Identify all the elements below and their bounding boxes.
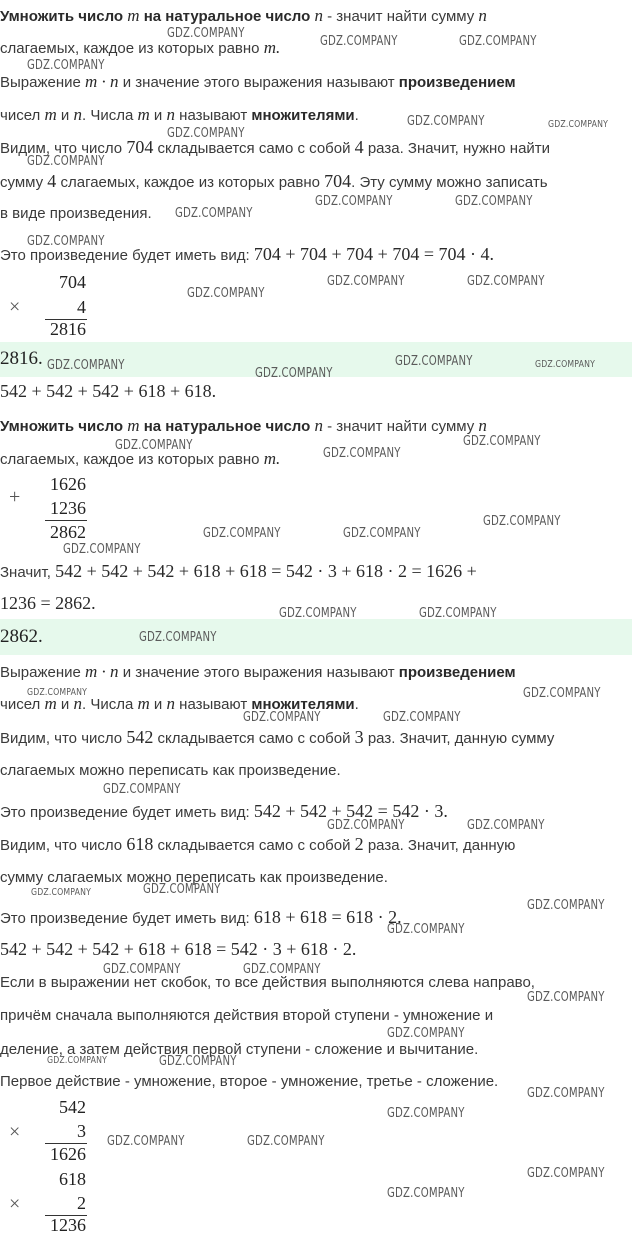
formula-line: Это произведение будет иметь вид: 542 + 542 + 542 = 542 · 3. bbox=[0, 801, 448, 821]
watermark: GDZ.COMPANY bbox=[27, 58, 105, 73]
watermark: GDZ.COMPANY bbox=[139, 630, 217, 645]
watermark: GDZ.COMPANY bbox=[387, 1186, 465, 1201]
explanation-line: сумму слагаемых можно переписать как произведение. bbox=[0, 869, 388, 886]
watermark: GDZ.COMPANY bbox=[115, 438, 193, 453]
watermark: GDZ.COMPANY bbox=[327, 818, 405, 833]
explanation-line: Видим, что число 618 складывается само с собой 2 раза. Значит, данную bbox=[0, 834, 516, 854]
answer: 2816. bbox=[0, 348, 43, 369]
watermark: GDZ.COMPANY bbox=[395, 354, 473, 369]
watermark: GDZ.COMPANY bbox=[27, 687, 88, 698]
watermark: GDZ.COMPANY bbox=[247, 1134, 325, 1149]
operand: 1626 bbox=[50, 474, 86, 494]
watermark: GDZ.COMPANY bbox=[527, 990, 605, 1005]
watermark: GDZ.COMPANY bbox=[243, 962, 321, 977]
watermark: GDZ.COMPANY bbox=[320, 34, 398, 49]
expression-line: Выражение m · n и значение этого выражения называют произведением bbox=[0, 72, 516, 91]
watermark: GDZ.COMPANY bbox=[47, 358, 125, 373]
watermark: GDZ.COMPANY bbox=[407, 114, 485, 129]
watermark: GDZ.COMPANY bbox=[167, 126, 245, 141]
watermark: GDZ.COMPANY bbox=[455, 194, 533, 209]
watermark: GDZ.COMPANY bbox=[463, 434, 541, 449]
watermark: GDZ.COMPANY bbox=[548, 119, 609, 130]
watermark: GDZ.COMPANY bbox=[343, 526, 421, 541]
operand: 542 bbox=[59, 1097, 86, 1117]
watermark: GDZ.COMPANY bbox=[243, 710, 321, 725]
rule-line: причём сначала выполняются действия второй ступени - умножение и bbox=[0, 1007, 494, 1024]
operand: 618 bbox=[59, 1169, 86, 1189]
operand: 1236 bbox=[50, 498, 86, 518]
expression-line: Выражение m · n и значение этого выражения называют произведением bbox=[0, 662, 516, 681]
watermark: GDZ.COMPANY bbox=[459, 34, 537, 49]
watermark: GDZ.COMPANY bbox=[143, 882, 221, 897]
watermark: GDZ.COMPANY bbox=[527, 898, 605, 913]
definition-line: слагаемых, каждое из которых равно m. bbox=[0, 38, 281, 57]
definition-line: Умножить число m на натуральное число n - значит найти сумму n bbox=[0, 6, 487, 25]
watermark: GDZ.COMPANY bbox=[383, 710, 461, 725]
result: 1236 bbox=[50, 1215, 86, 1235]
definition-line: слагаемых, каждое из которых равно m. bbox=[0, 449, 281, 468]
conclusion-line: Значит, 542 + 542 + 542 + 618 + 618 = 542 · 3 + 618 · 2 = 1626 + bbox=[0, 561, 477, 581]
watermark: GDZ.COMPANY bbox=[483, 514, 561, 529]
explanation-line: слагаемых можно переписать как произведение. bbox=[0, 762, 341, 779]
watermark: GDZ.COMPANY bbox=[387, 1106, 465, 1121]
watermark: GDZ.COMPANY bbox=[323, 446, 401, 461]
operand: 2 bbox=[77, 1193, 86, 1213]
watermark: GDZ.COMPANY bbox=[159, 1054, 237, 1069]
formula-line: Это произведение будет иметь вид: 618 + 618 = 618 · 2. bbox=[0, 907, 402, 927]
watermark: GDZ.COMPANY bbox=[279, 606, 357, 621]
watermark: GDZ.COMPANY bbox=[535, 359, 596, 370]
multipliers-line: чисел m и n. Числа m и n называют множителями. bbox=[0, 105, 359, 124]
watermark: GDZ.COMPANY bbox=[387, 922, 465, 937]
explanation-line: в виде произведения. bbox=[0, 205, 152, 222]
multipliers-line: чисел m и n. Числа m и n называют множителями. bbox=[0, 694, 359, 713]
multiply-sign: × bbox=[9, 1121, 21, 1143]
watermark: GDZ.COMPANY bbox=[387, 1026, 465, 1041]
explanation-line: Видим, что число 704 складывается само с собой 4 раза. Значит, нужно найти bbox=[0, 137, 551, 157]
watermark: GDZ.COMPANY bbox=[103, 782, 181, 797]
definition-line: Умножить число m на натуральное число n - значит найти сумму n bbox=[0, 416, 487, 435]
formula-line: Это произведение будет иметь вид: 704 + 704 + 704 + 704 = 704 · 4. bbox=[0, 244, 494, 264]
rule-line: Если в выражении нет скобок, то все действия выполняются слева направо, bbox=[0, 974, 535, 991]
watermark: GDZ.COMPANY bbox=[467, 818, 545, 833]
result: 2816 bbox=[50, 319, 86, 339]
watermark: GDZ.COMPANY bbox=[103, 962, 181, 977]
operand: 3 bbox=[77, 1121, 86, 1141]
rule-line: деление, а затем действия первой ступени - сложение и вычитание. bbox=[0, 1041, 479, 1058]
answer: 2862. bbox=[0, 626, 43, 647]
result: 2862 bbox=[50, 522, 86, 542]
result: 1626 bbox=[50, 1144, 86, 1164]
order-line: Первое действие - умножение, второе - умножение, третье - сложение. bbox=[0, 1073, 499, 1090]
watermark: GDZ.COMPANY bbox=[327, 274, 405, 289]
watermark: GDZ.COMPANY bbox=[175, 206, 253, 221]
watermark: GDZ.COMPANY bbox=[419, 606, 497, 621]
explanation-line: Видим, что число 542 складывается само с собой 3 раз. Значит, данную сумму bbox=[0, 727, 555, 747]
multiply-sign: × bbox=[9, 1193, 21, 1215]
watermark: GDZ.COMPANY bbox=[203, 526, 281, 541]
watermark: GDZ.COMPANY bbox=[167, 26, 245, 41]
watermark: GDZ.COMPANY bbox=[31, 887, 92, 898]
watermark: GDZ.COMPANY bbox=[467, 274, 545, 289]
operand: 704 bbox=[59, 272, 86, 292]
formula-line: 542 + 542 + 542 + 618 + 618 = 542 · 3 + 618 · 2. bbox=[0, 939, 357, 959]
watermark: GDZ.COMPANY bbox=[527, 1086, 605, 1101]
multiply-sign: × bbox=[9, 296, 21, 318]
watermark: GDZ.COMPANY bbox=[527, 1166, 605, 1181]
task-expression: 542 + 542 + 542 + 618 + 618. bbox=[0, 381, 217, 401]
watermark: GDZ.COMPANY bbox=[27, 234, 105, 249]
operand: 4 bbox=[77, 297, 86, 317]
watermark: GDZ.COMPANY bbox=[47, 1055, 108, 1066]
watermark: GDZ.COMPANY bbox=[63, 542, 141, 557]
watermark: GDZ.COMPANY bbox=[315, 194, 393, 209]
watermark: GDZ.COMPANY bbox=[187, 286, 265, 301]
answer-highlight bbox=[0, 619, 632, 655]
watermark: GDZ.COMPANY bbox=[107, 1134, 185, 1149]
watermark: GDZ.COMPANY bbox=[27, 154, 105, 169]
conclusion-line: 1236 = 2862. bbox=[0, 593, 96, 613]
watermark: GDZ.COMPANY bbox=[255, 366, 333, 381]
plus-sign: + bbox=[9, 486, 21, 508]
explanation-line: сумму 4 слагаемых, каждое из которых равно 704. Эту сумму можно записать bbox=[0, 171, 548, 191]
watermark: GDZ.COMPANY bbox=[523, 686, 601, 701]
